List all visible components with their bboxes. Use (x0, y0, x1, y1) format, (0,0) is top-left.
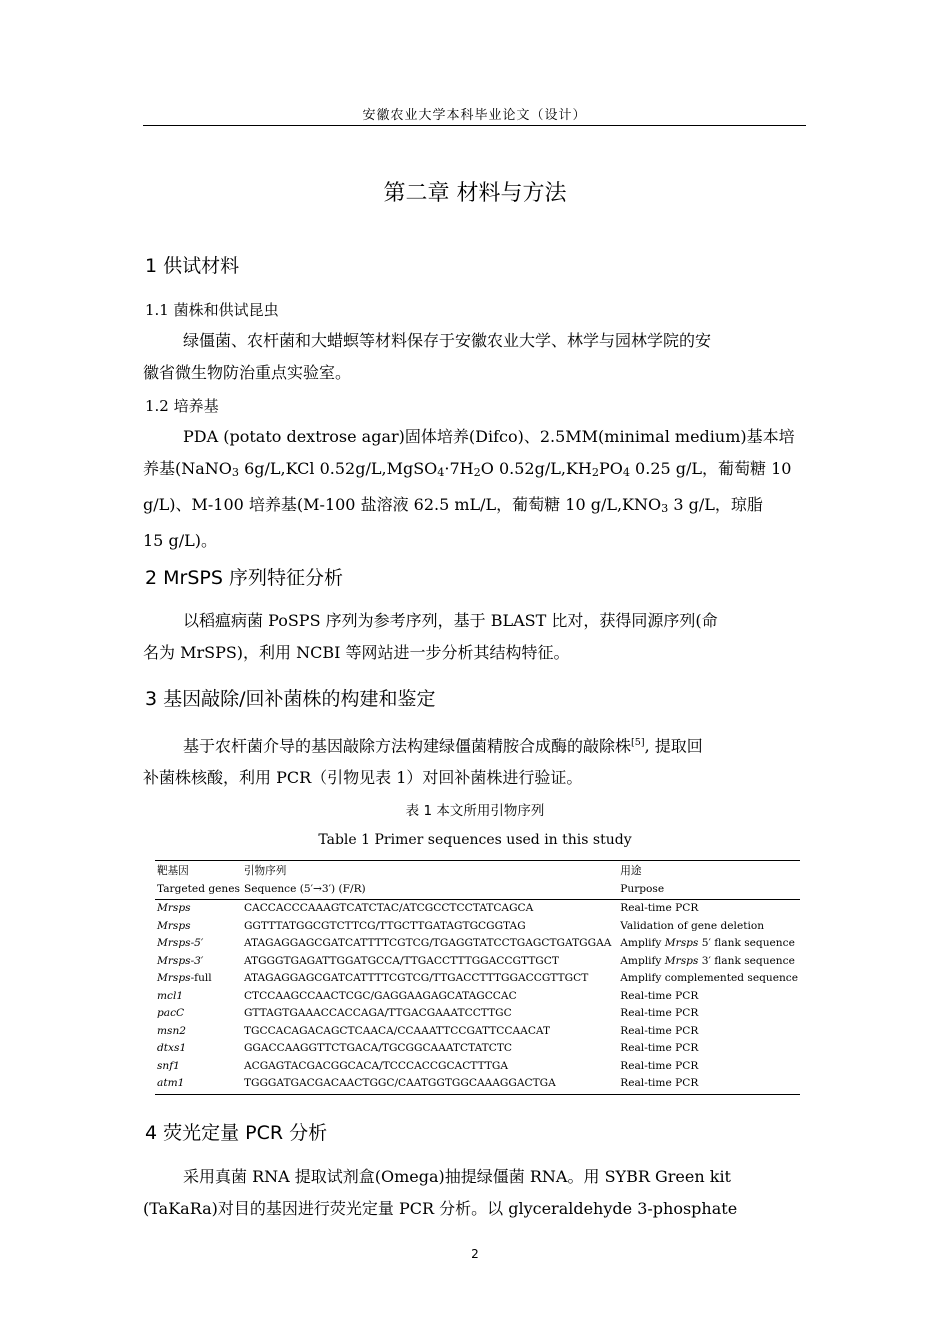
paragraph-line: 以稻瘟病菌 PoSPS 序列为参考序列，基于 BLAST 比对，获得同源序列(命 (183, 611, 718, 630)
gene-cell: pacC (157, 1007, 185, 1019)
table-row (155, 970, 800, 988)
gene-cell: Mrsps-5′ (157, 937, 204, 949)
gene-cell: Mrsps (157, 902, 191, 914)
section-1-1-heading: 1.1 菌株和供试昆虫 (145, 301, 279, 319)
sequence-cell: ATGGGTGAGATTGGATGCCA/TTGACCTTTGGACCGTTGCT (243, 954, 559, 967)
paragraph-line: g/L)、M-100 培养基(M-100 盐溶液 62.5 mL/L，葡萄糖 10 $g/L,KNO_3$ 3 g/L，琼脂 (143, 495, 763, 515)
section-1-2-heading: 1.2 培养基 (145, 397, 219, 415)
purpose-cell: Real-time PCR (618, 1075, 800, 1094)
gene-cell: Mrsps-3′ (157, 954, 204, 967)
section-2-paragraph (143, 605, 806, 669)
purpose-cell: Amplify Mrsps 5′ flank sequence (620, 937, 795, 949)
table-row (155, 935, 800, 953)
sequence-cell: GTTAGTGAAACCACCAGA/TTGACGAAATCCTTGC (243, 1007, 512, 1019)
col-header: 靶基因 (155, 861, 242, 881)
table-row (155, 953, 800, 971)
citation-ref: [5] (631, 737, 645, 748)
purpose-cell: Real-time PCR (620, 902, 699, 914)
paragraph-line: 采用真菌 RNA 提取试剂盒(Omega)抽提绿僵菌 RNA。用 SYBR Green kit (183, 1167, 731, 1186)
gene-cell: Mrsps (157, 919, 191, 932)
sequence-cell: TGCCACAGACAGCTCAACA/CCAAATTCCGATTCCAACAT (243, 1024, 551, 1037)
paragraph-line: 基于农杆菌介导的基因敲除方法构建绿僵菌精胺合成酶的敲除株[5], 提取回 (183, 736, 703, 756)
col-header: 引物序列 (242, 861, 618, 881)
paragraph-line: 15 g/L)。 (143, 531, 217, 550)
gene-cell: dtxs1 (157, 1042, 187, 1054)
table-row (155, 1023, 800, 1041)
paragraph-line: 养基(NaNO$_3$ 6g/L,KCl $0.52g/L,MgSO_4\cdot 7H_2O$ $0.52g/L,KH_2PO_4$ 0.25 g/L，葡萄糖 10 (143, 459, 792, 479)
table-caption-en: Table 1 Primer sequences used in this study (318, 832, 632, 848)
section-4-paragraph (143, 1161, 806, 1225)
table-row (155, 900, 800, 918)
purpose-cell: Amplify Mrsps 3′ flank sequence (620, 954, 795, 967)
primer-table (155, 860, 800, 1095)
table-header-row-cn (155, 861, 800, 881)
paragraph-line: 徽省微生物防治重点实验室。 (143, 363, 352, 382)
sequence-cell: ACGAGTACGACGGCACA/TCCCACCGCACTTTGA (243, 1059, 509, 1072)
page-number: 2 (471, 1247, 479, 1261)
purpose-cell: Real-time PCR (620, 1059, 699, 1072)
purpose-cell: Validation of gene deletion (620, 919, 765, 932)
col-header: Purpose (618, 881, 800, 900)
purpose-cell: Real-time PCR (620, 1007, 699, 1019)
section-4-heading: 4 荧光定量 PCR 分析 (145, 1122, 328, 1144)
sequence-cell: ATAGAGGAGCGATCATTTTCGTCG/TGAGGTATCCTGAGCTGATGGAA (243, 937, 612, 949)
section-3-paragraph (143, 727, 806, 794)
purpose-cell: Real-time PCR (620, 1042, 699, 1054)
purpose-cell: Amplify complemented sequence (620, 972, 798, 984)
gene-cell: msn2 (157, 1024, 187, 1037)
table-row (155, 988, 800, 1006)
col-header: Targeted genes (155, 881, 242, 900)
sequence-cell: CTCCAAGCCAACTCGC/GAGGAAGAGCATAGCCAC (243, 989, 517, 1002)
paragraph-line: 名为 MrSPS)，利用 NCBI 等网站进一步分析其结构特征。 (143, 643, 570, 662)
col-header: Sequence (5′→3′) (F/R) (242, 881, 618, 900)
col-header: 用途 (618, 861, 800, 881)
table-caption-cn: 表 1 本文所用引物序列 (405, 803, 545, 819)
section-1-heading: 1 供试材料 (145, 255, 240, 277)
section-1-1-paragraph (143, 325, 806, 389)
table-row (155, 1058, 800, 1076)
table-row (155, 918, 800, 936)
sequence-cell: GGTTTATGGCGTCTTCG/TTGCTTGATAGTGCGGTAG (243, 919, 526, 932)
gene-cell: mcl1 (157, 989, 184, 1002)
purpose-cell: Real-time PCR (620, 989, 699, 1002)
paragraph-line: PDA (potato dextrose agar)固体培养(Difco)、2.5MM(minimal medium)基本培 (183, 427, 795, 446)
table-row (155, 1040, 800, 1058)
gene-cell: atm1 (155, 1075, 242, 1094)
sequence-cell: CACCACCCAAAGTCATCTAC/ATCGCCTCCTATCAGCA (243, 902, 534, 914)
paragraph-line: (TaKaRa)对目的基因进行荧光定量 PCR 分析。以 glyceraldehyde 3-phosphate (143, 1199, 738, 1218)
sequence-cell: ATAGAGGAGCGATCATTTTCGTCG/TTGACCTTTGGACCGTTGCT (243, 972, 589, 984)
paragraph-line: 绿僵菌、农杆菌和大蜡螟等材料保存于安徽农业大学、林学与园林学院的安 (183, 331, 712, 350)
header-rule (143, 125, 806, 126)
running-header: 安徽农业大学本科毕业论文（设计） (362, 108, 587, 123)
media-paragraph (143, 421, 806, 557)
table-header-row-en (155, 881, 800, 900)
gene-cell: snf1 (157, 1059, 180, 1072)
section-3-heading: 3 基因敲除/回补菌株的构建和鉴定 (145, 688, 436, 710)
section-2-heading: 2 MrSPS 序列特征分析 (145, 567, 343, 589)
table-row (155, 1075, 800, 1094)
sequence-cell: GGACCAAGGTTCTGACA/TGCGGCAAATCTATCTC (243, 1042, 512, 1054)
chapter-title: 第二章 材料与方法 (383, 181, 567, 206)
paragraph-line: 补菌株核酸，利用 PCR（引物见表 1）对回补菌株进行验证。 (143, 768, 583, 788)
gene-cell: Mrsps-full (157, 972, 212, 984)
purpose-cell: Real-time PCR (620, 1024, 699, 1037)
sequence-cell: TGGGATGACGACAACTGGC/CAATGGTGGCAAAGGACTGA (242, 1075, 618, 1094)
table-row (155, 1005, 800, 1023)
